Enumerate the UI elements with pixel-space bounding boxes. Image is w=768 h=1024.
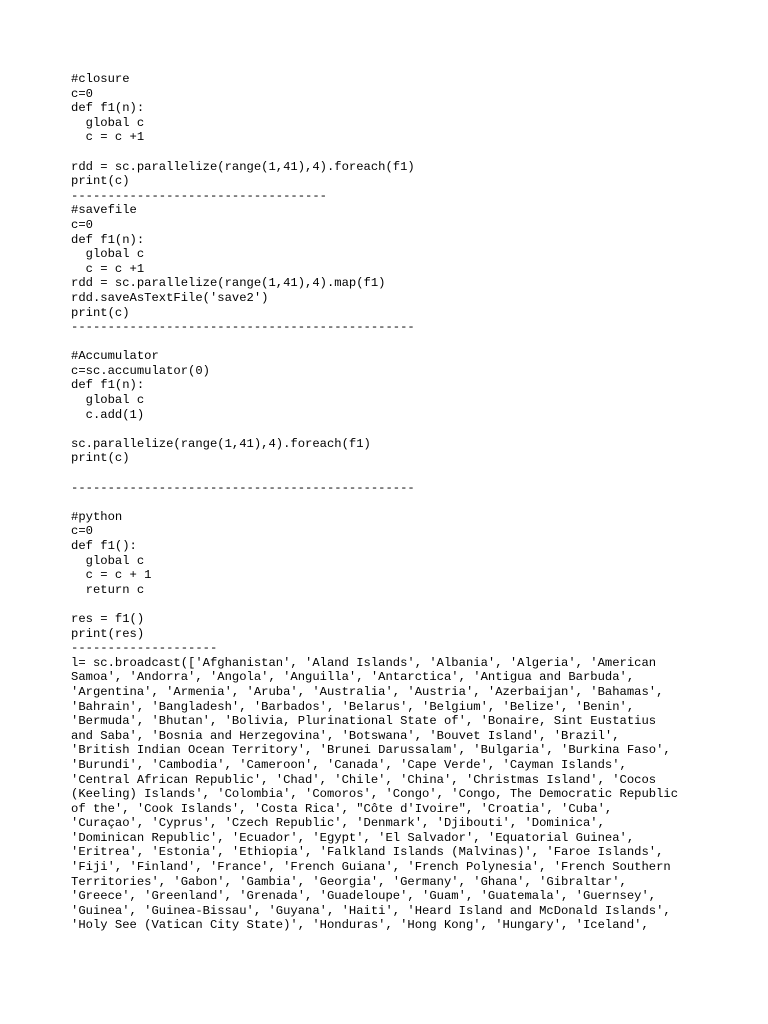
code-line: #Accumulator [71, 349, 159, 364]
separator-line: ----------------------------------- [71, 188, 327, 203]
code-line: c = c +1 [71, 130, 145, 145]
separator-line: ----------------------------------------------- [71, 320, 415, 335]
code-line: print(c) [71, 305, 130, 320]
code-line: of the', 'Cook Islands', 'Costa Rica', "Côte d'Ivoire", 'Croatia', 'Cuba', [71, 801, 613, 816]
code-line: print(res) [71, 626, 145, 641]
code-line: return c [71, 582, 145, 597]
code-line: c=0 [71, 524, 93, 539]
code-line: 'Dominican Republic', 'Ecuador', 'Egypt', 'El Salvador', 'Equatorial Guinea', [71, 830, 635, 845]
code-line: 'Curaçao', 'Cyprus', 'Czech Republic', 'Denmark', 'Djibouti', 'Dominica', [71, 816, 605, 831]
code-line: sc.parallelize(range(1,41),4).foreach(f1) [71, 436, 371, 451]
code-line: (Keeling) Islands', 'Colombia', 'Comoros', 'Congo', 'Congo, The Democratic Republic [71, 787, 679, 802]
code-line: rdd = sc.parallelize(range(1,41),4).foreach(f1) [71, 159, 415, 174]
code-line: 'Central African Republic', 'Chad', 'Chile', 'China', 'Christmas Island', 'Cocos [71, 772, 657, 787]
code-line: Samoa', 'Andorra', 'Angola', 'Anguilla', 'Antarctica', 'Antigua and Barbuda', [71, 670, 635, 685]
code-line: print(c) [71, 451, 130, 466]
code-line: 'Burundi', 'Cambodia', 'Cameroon', 'Canada', 'Cape Verde', 'Cayman Islands', [71, 757, 627, 772]
code-line: c = c + 1 [71, 568, 152, 583]
code-line: def f1(n): [71, 232, 145, 247]
code-line: c = c +1 [71, 261, 145, 276]
code-line: 'British Indian Ocean Territory', 'Brunei Darussalam', 'Bulgaria', 'Burkina Faso', [71, 743, 671, 758]
code-line: 'Fiji', 'Finland', 'France', 'French Guiana', 'French Polynesia', 'French Southern [71, 860, 671, 875]
code-line: c=0 [71, 86, 93, 101]
code-line: Territories', 'Gabon', 'Gambia', 'Georgia', 'Germany', 'Ghana', 'Gibraltar', [71, 874, 627, 889]
code-line: 'Greece', 'Greenland', 'Grenada', 'Guadeloupe', 'Guam', 'Guatemala', 'Guernsey', [71, 889, 657, 904]
code-line: global c [71, 115, 145, 130]
code-line: c.add(1) [71, 407, 145, 422]
blank-line [71, 466, 731, 481]
code-line: and Saba', 'Bosnia and Herzegovina', 'Botswana', 'Bouvet Island', 'Brazil', [71, 728, 620, 743]
blank-line [71, 495, 731, 510]
blank-line [71, 422, 731, 437]
blank-line [71, 335, 731, 350]
code-line: c=sc.accumulator(0) [71, 363, 210, 378]
code-line: global c [71, 553, 145, 568]
separator-line: -------------------- [71, 641, 218, 656]
code-line: 'Argentina', 'Armenia', 'Aruba', 'Australia', 'Austria', 'Azerbaijan', 'Bahamas', [71, 684, 664, 699]
code-line: 'Holy See (Vatican City State)', 'Honduras', 'Hong Kong', 'Hungary', 'Iceland', [71, 918, 649, 933]
code-line: 'Bermuda', 'Bhutan', 'Bolivia, Plurinational State of', 'Bonaire, Sint Eustatius [71, 714, 657, 729]
code-line: rdd.saveAsTextFile('save2') [71, 290, 269, 305]
code-line: global c [71, 393, 145, 408]
code-line: l= sc.broadcast(['Afghanistan', 'Aland Islands', 'Albania', 'Algeria', 'American [71, 655, 657, 670]
document-page [71, 72, 731, 933]
code-line: c=0 [71, 217, 93, 232]
code-line: 'Guinea', 'Guinea-Bissau', 'Guyana', 'Haiti', 'Heard Island and McDonald Islands', [71, 903, 671, 918]
code-line: print(c) [71, 174, 130, 189]
code-line: #closure [71, 72, 130, 86]
code-line: #python [71, 509, 123, 524]
blank-line [71, 597, 731, 612]
code-line: #savefile [71, 203, 137, 218]
code-line: 'Eritrea', 'Estonia', 'Ethiopia', 'Falkland Islands (Malvinas)', 'Faroe Islands', [71, 845, 664, 860]
code-line: def f1(n): [71, 101, 145, 116]
code-line: res = f1() [71, 611, 145, 626]
separator-line: ----------------------------------------------- [71, 480, 415, 495]
code-line: rdd = sc.parallelize(range(1,41),4).map(f1) [71, 276, 386, 291]
code-line: def f1(n): [71, 378, 145, 393]
code-line: 'Bahrain', 'Bangladesh', 'Barbados', 'Belarus', 'Belgium', 'Belize', 'Benin', [71, 699, 635, 714]
blank-line [71, 145, 731, 160]
code-line: global c [71, 247, 145, 262]
code-line: def f1(): [71, 539, 137, 553]
